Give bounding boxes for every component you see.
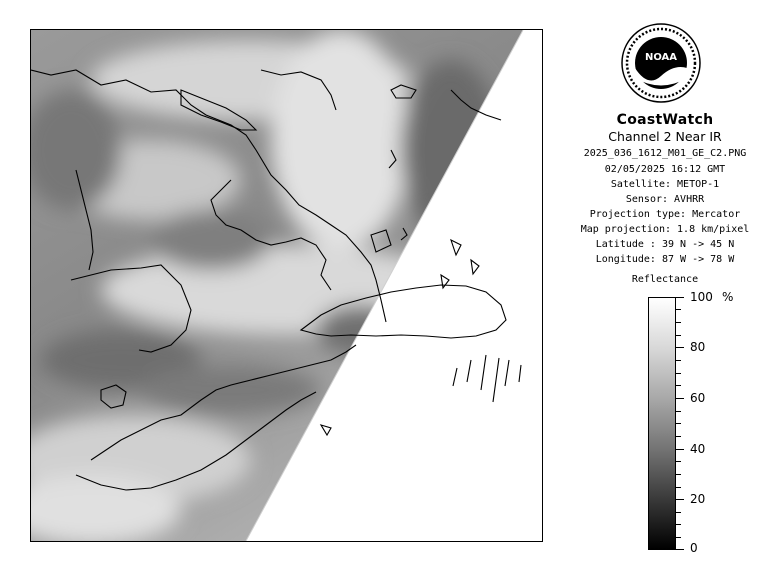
reflectance-colorbar (648, 297, 676, 550)
tick-label-60: 60 (690, 391, 706, 405)
minor-tick (676, 309, 681, 310)
brand-title: CoastWatch (616, 112, 714, 128)
minor-tick (676, 487, 681, 488)
minor-tick (676, 322, 681, 323)
minor-tick (676, 360, 681, 361)
minor-tick (676, 373, 681, 374)
tick-label-80: 80 (690, 340, 706, 354)
logo-text: NOAA (644, 52, 678, 63)
legend-title: Reflectance (631, 274, 699, 285)
projection-type: Projection type: Mercator (589, 209, 741, 220)
minor-tick (676, 335, 681, 336)
tick-label-20: 20 (690, 492, 706, 506)
legend-unit: % (722, 290, 734, 304)
tick-40 (676, 449, 684, 450)
satellite-info: Satellite: METOP-1 (610, 179, 720, 190)
tick-label-40: 40 (690, 442, 706, 456)
tick-80 (676, 347, 684, 348)
latitude-range: Latitude : 39 N -> 45 N (595, 239, 735, 250)
minor-tick (676, 474, 681, 475)
minor-tick (676, 461, 681, 462)
minor-tick (676, 411, 681, 412)
tick-0 (676, 549, 684, 550)
tick-60 (676, 398, 684, 399)
noaa-logo (620, 18, 702, 108)
satellite-map (30, 29, 543, 542)
filename: 2025_036_1612_M01_GE_C2.PNG (583, 148, 747, 159)
tick-label-100: 100 (690, 290, 713, 304)
tick-100 (676, 297, 684, 298)
minor-tick (676, 423, 681, 424)
minor-tick (676, 436, 681, 437)
minor-tick (676, 524, 681, 525)
inland-lakes (441, 240, 479, 288)
tick-20 (676, 499, 684, 500)
minor-tick (676, 512, 681, 513)
ohio-lake (321, 425, 331, 435)
longitude-range: Longitude: 87 W -> 78 W (595, 254, 735, 265)
map-svg (31, 30, 542, 541)
product-name: Channel 2 Near IR (608, 129, 722, 144)
sensor-info: Sensor: AVHRR (625, 194, 705, 205)
minor-tick (676, 385, 681, 386)
datetime: 02/05/2025 16:12 GMT (604, 164, 726, 175)
tick-label-0: 0 (690, 541, 698, 555)
minor-tick (676, 537, 681, 538)
map-projection: Map projection: 1.8 km/pixel (580, 224, 750, 235)
finger-lakes (453, 355, 521, 402)
